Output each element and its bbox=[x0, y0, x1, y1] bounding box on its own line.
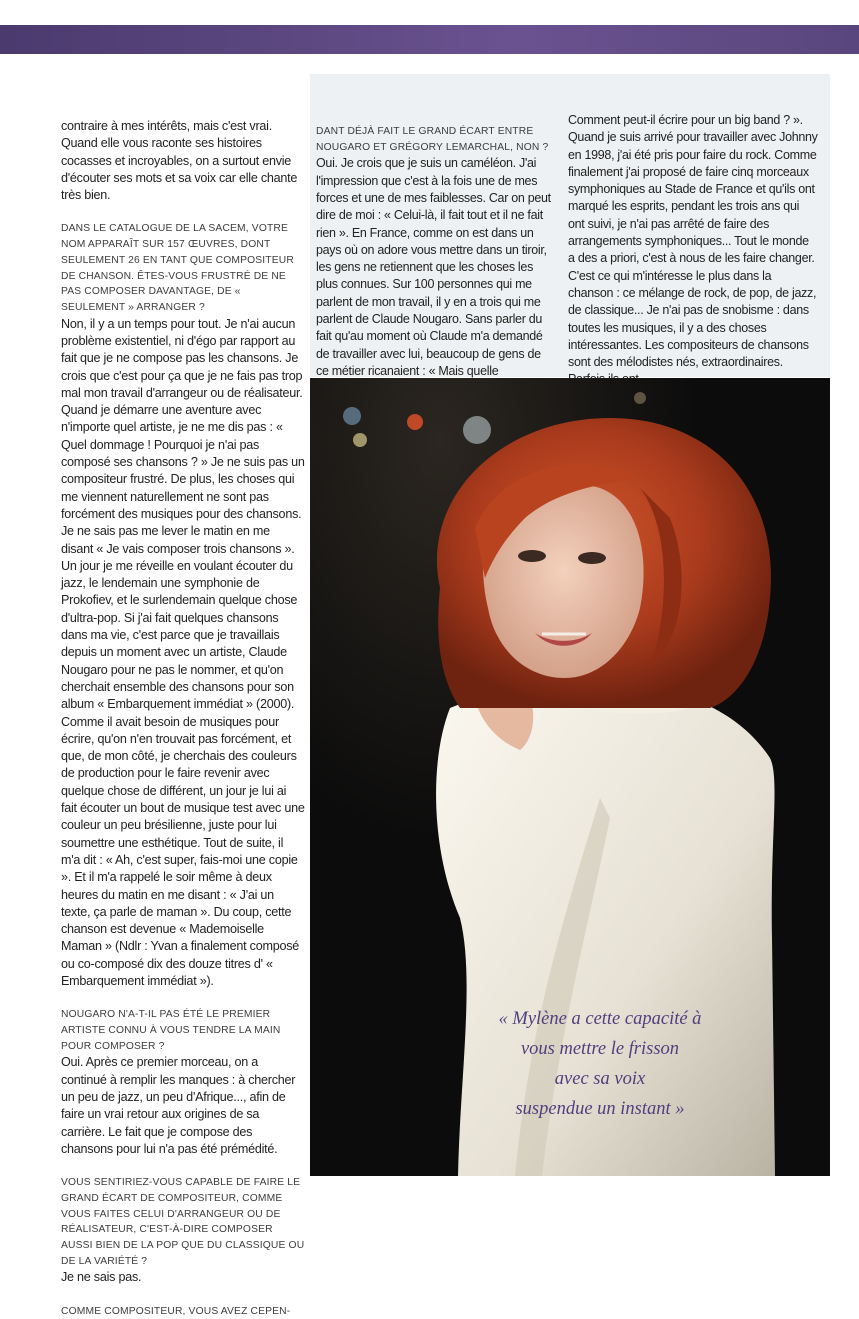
pull-quote-line: « Mylène a cette capacité à bbox=[498, 1009, 702, 1029]
left-column bbox=[61, 118, 305, 1319]
paragraph: contraire à mes intérêts, mais c'est vrai. Quand elle vous raconte ses histoires cocasses et incroyables, on a surtout envie d'écouter ses mots et sa voix car elle chante très bien. bbox=[61, 119, 298, 203]
interview-question: DANT DÉJÀ FAIT LE GRAND ÉCART ENTRE NOUGARO ET GRÉGORY LEMARCHAL, NON ? bbox=[316, 126, 549, 153]
interview-answer: Non, il y a un temps pour tout. Je n'ai aucun problème existentiel, ni d'égo par rapport au fait que je ne compose pas les chansons. Je crois que c'est pour ça que je ne fais pas trop mal mon travail d'arrangeur ou de réalisateur. Quand je démarre une aventure avec n'importe quel artiste, je ne me dis pas : « Quel dommage ! Pourquoi je n'ai pas composé ses chansons ? » Je ne suis pas un compositeur frustré. De plus, les choses qui me viennent naturellement ne sont pas forcément des musiques pour des chansons. Je ne sais pas me lever le matin en me disant « Je vais composer trois chansons ». Un jour je me réveille en voulant écouter du jazz, le lendemain une symphonie de Prokofiev, et le surlendemain quelque chose d'ultra-pop. Si j'ai fait quelques chansons dans ma vie, c'est parce que je travaillais depuis un moment avec un artiste, Claude Nougaro pour ne pas le nommer, et qu'on cherchait ensemble des chansons pour son album « Embarquement immédiat » (2000). Comme il avait besoin de musiques pour écrire, qu'on n'en trouvait pas forcément, et que, de mon côté, je cherchais des couleurs de production pour le faire revenir avec quelque chose de différent, un jour je lui ai fait écouter un bout de musique test avec une couleur un peu brésilienne, juste pour lui soumettre une esthétique. Tout de suite, il m'a dit : « Ah, c'est super, fais-moi une copie ». Et il m'a rappelé le soir même à deux heures du matin en me disant : « J'ai un texte, ça parle de maman ». Du coup, cette chanson est devenue « Mademoiselle Maman » (Ndlr : Yvan a finalement composé ou co-composé dix des douze titres d' « Embarquement immédiat »). bbox=[61, 316, 305, 988]
interview-answer: Oui. Après ce premier morceau, on a continué à remplir les manques : à chercher un peu de jazz, un peu d'Afrique..., afin de faire un vrai retour aux origines de sa carrière. Le fait que je compose des chansons pour lui n'a pas été prémédité. bbox=[61, 1055, 296, 1156]
interview-answer: Comment peut-il écrire pour un big band ? ». Quand je suis arrivé pour travailler avec Johnny en 1998, j'ai été pris pour faire du rock. Comme finalement j'ai proposé de faire cinq morceaux symphoniques au Stade de France et qu'ils ont marqué les esprits, pendant les trois ans qui ont suivi, je n'ai pas arrêté de faire des arrangements symphoniques... Tout le monde a des a priori, c'est à nous de les faire changer. C'est ce qui m'intéresse le plus dans la chanson : ce mélange de rock, de pop, de jazz, de classique... Je n'ai pas de snobisme : dans toutes les musiques, il y a des choses intéressantes. Les compositeurs de chansons sont des mélodistes nés, extraordinaires. bbox=[568, 113, 818, 370]
right-column bbox=[568, 112, 818, 389]
pull-quote-line: avec sa voix bbox=[554, 1069, 646, 1089]
pull-quote-line: vous mettre le frisson bbox=[520, 1039, 680, 1059]
interview-question: NOUGARO N'A-T-IL PAS ÉTÉ LE PREMIER ARTISTE CONNU À VOUS TENDRE LA MAIN POUR COMPOSER ? bbox=[61, 1009, 281, 1052]
header-bar bbox=[0, 25, 859, 54]
interview-question: DANS LE CATALOGUE DE LA SACEM, VOTRE NOM APPARAÎT SUR 157 ŒUVRES, DONT SEULEMENT 26 EN TANT QUE COMPOSITEUR DE CHANSON. ÊTES-VOUS FRUSTRÉ DE NE PAS COMPOSER DAVANTAGE, DE « SEULEMENT » ARRANGER ? bbox=[61, 223, 294, 313]
pull-quote-line: suspendue un instant » bbox=[515, 1099, 685, 1119]
interview-answer: Oui. Je crois que je suis un caméléon. J'ai l'impression que c'est à la fois une de mes forces et une de mes faiblesses. Car on peut dire de moi : « Celui-là, il fait tout et il ne fait rien ». En France, comme on est dans un pays où on adore vous mettre dans un tiroir, les gens ne retiennent que les choses les plus connues. Sur 100 personnes qui me parlent de mon travail, il y en a trois qui me parlent de Claude Nougaro. Sans parler du fait qu'au moment où Claude m'a demandé de travailler avec lui, beaucoup de gens de ce métier ricanaient : « Mais quelle bbox=[316, 156, 551, 378]
interview-question: COMME COMPOSITEUR, VOUS AVEZ CEPEN- bbox=[61, 1305, 291, 1317]
interview-answer: Je ne sais pas. bbox=[61, 1270, 142, 1285]
middle-column bbox=[316, 124, 552, 415]
pull-quote bbox=[470, 1004, 730, 1124]
interview-question: VOUS SENTIRIEZ-VOUS CAPABLE DE FAIRE LE GRAND ÉCART DE COMPOSITEUR, COMME VOUS FAITES CELUI D'ARRANGEUR OU DE RÉALISATEUR, C'EST-À-DIRE COMPOSER AUSSI BIEN DE LA POP QUE DU CLASSIQUE OU DE LA VARIÉTÉ ? bbox=[61, 1177, 305, 1267]
